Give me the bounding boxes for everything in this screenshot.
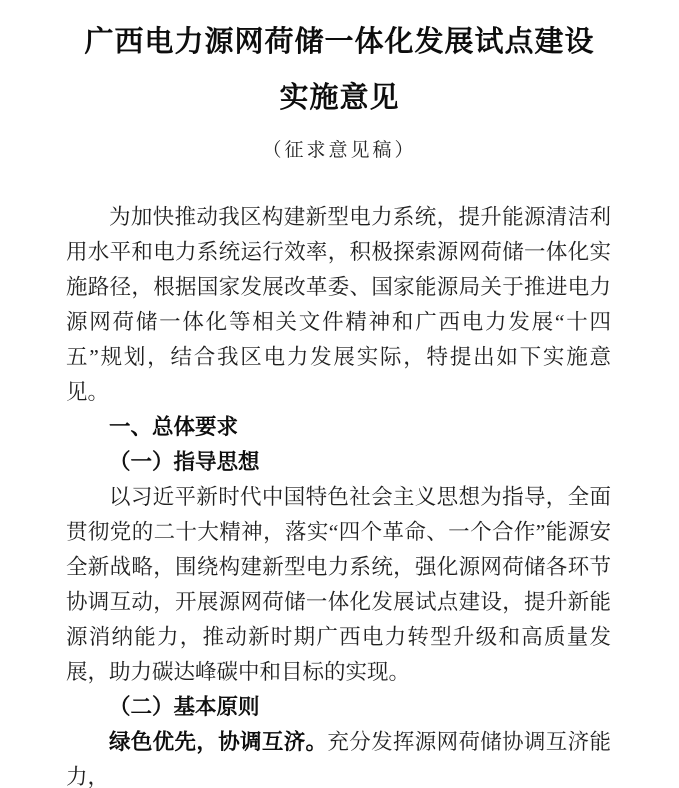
- title-line-2: 实施意见: [279, 82, 400, 114]
- document-body: [66, 200, 611, 788]
- document-title: [0, 14, 679, 126]
- principle-body-text: 充分发挥源网荷储协调互济能力，: [66, 730, 611, 788]
- section-1-2-heading: （二）基本原则: [109, 695, 260, 719]
- section-1-heading: 一、总体要求: [109, 415, 239, 439]
- title-line-1: 广西电力源网荷储一体化发展试点建设: [84, 26, 595, 58]
- guiding-ideology-paragraph: 以习近平新时代中国特色社会主义思想为指导，全面贯彻党的二十大精神，落实“四个革命、一个合作”能源安全新战略，围绕构建新型电力系统，强化源网荷储各环节协调互动，开展源网荷储一体化发展试点建设，提升新能源消纳能力，推动新时期广西电力转型升级和高质量发展，助力碳达峰碳中和目标的实现。: [66, 485, 611, 684]
- document-subtitle: （征求意见稿）: [262, 140, 417, 161]
- principle-lead-text: 绿色优先，协调互济。: [109, 730, 328, 754]
- intro-paragraph: 为加快推动我区构建新型电力系统，提升能源清洁利用水平和电力系统运行效率，积极探索源网荷储一体化实施路径，根据国家发展改革委、国家能源局关于推进电力源网荷储一体化等相关文件精神和广西电力发展“十四五”规划，结合我区电力发展实际，特提出如下实施意见。: [66, 205, 611, 404]
- section-1-1-heading: （一）指导思想: [109, 450, 260, 474]
- principle-paragraph: [66, 725, 611, 788]
